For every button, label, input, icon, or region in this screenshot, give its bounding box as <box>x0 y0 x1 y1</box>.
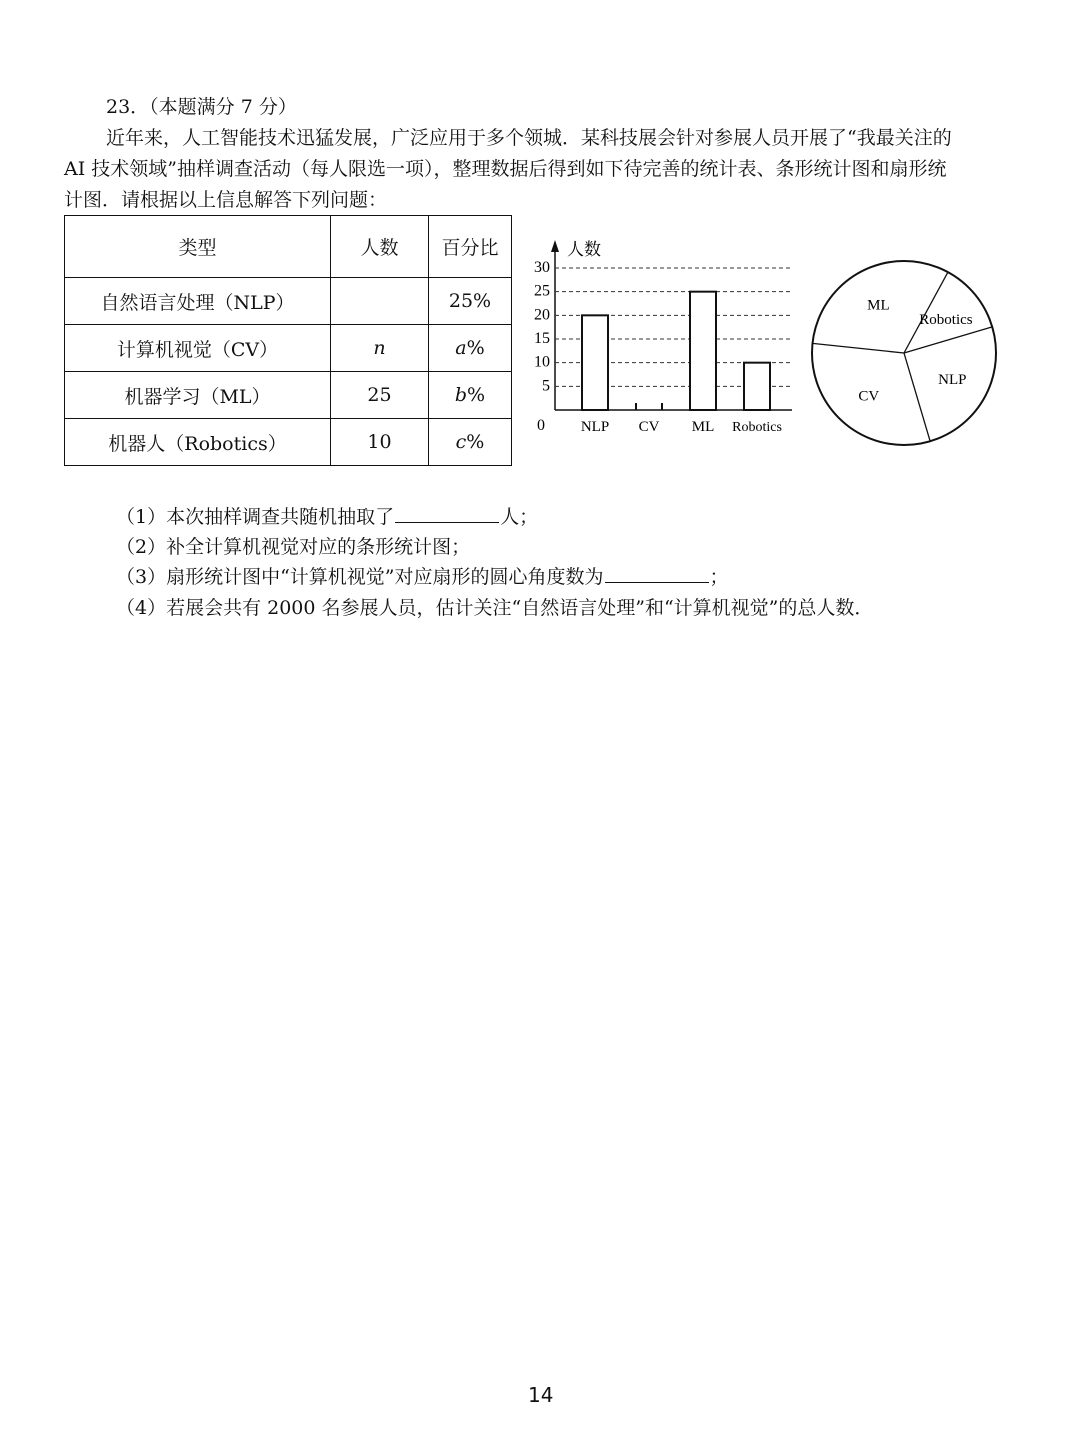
question-4: （4）若展会共有 2000 名参展人员，估计关注“自然语言处理”和“计算机视觉”的总人数． <box>116 597 874 619</box>
table-header-row <box>65 216 512 278</box>
question-2: （2）补全计算机视觉对应的条形统计图； <box>116 536 471 558</box>
y-tick-label: 30 <box>534 259 550 276</box>
row-type: 计算机视觉（CV） <box>65 325 331 372</box>
pie-slice-label: CV <box>858 388 880 405</box>
intro-line-3: 计图．请根据以上信息解答下列问题： <box>64 189 388 211</box>
row-type: 机器人（Robotics） <box>65 419 331 466</box>
row-type: 机器学习（ML） <box>65 372 331 419</box>
question-1: （1）本次抽样调查共随机抽取了 人； <box>116 506 539 528</box>
row-percent: 25% <box>429 278 512 325</box>
answer-blank-1[interactable] <box>395 504 499 523</box>
y-tick-label: 0 <box>537 417 545 434</box>
header-type: 类型 <box>65 216 331 278</box>
answer-blank-3[interactable] <box>605 564 709 583</box>
pie-slice-label: NLP <box>938 372 967 389</box>
x-tick-label: Robotics <box>732 420 782 435</box>
y-tick-label: 25 <box>534 282 550 300</box>
question-heading: 23．（本题满分 7 分） <box>106 96 297 118</box>
bar <box>582 315 608 410</box>
y-tick-label: 15 <box>534 330 550 347</box>
pie-chart <box>805 255 1005 455</box>
row-percent: c% <box>429 419 512 466</box>
y-tick-label: 5 <box>542 377 550 395</box>
statistics-table <box>64 215 512 466</box>
intro-line-1: 近年来，人工智能技术迅猛发展，广泛应用于多个领城．某科技展会针对参展人员开展了“我最关注的 <box>106 127 952 149</box>
table-row <box>65 325 512 372</box>
table-row <box>65 419 512 466</box>
question-3: （3）扇形统计图中“计算机视觉”对应扇形的圆心角度数为 ； <box>116 566 729 588</box>
row-count: 10 <box>331 419 429 466</box>
y-tick-label: 20 <box>534 306 550 324</box>
header-count: 人数 <box>331 216 429 278</box>
y-axis-arrow <box>551 240 559 252</box>
y-axis-label: 人数 <box>567 240 601 259</box>
row-percent: a% <box>429 325 512 372</box>
row-count: n <box>331 325 429 372</box>
x-tick-label: CV <box>638 419 660 435</box>
row-type: 自然语言处理（NLP） <box>65 278 331 325</box>
bar <box>690 292 716 410</box>
table-row <box>65 372 512 419</box>
bar <box>744 363 770 410</box>
x-tick-label: NLP <box>580 419 610 435</box>
header-percent: 百分比 <box>429 216 512 278</box>
y-tick-label: 10 <box>534 353 550 371</box>
page-number: 14 <box>528 1383 554 1407</box>
row-count <box>331 278 429 325</box>
pie-slice-label: Robotics <box>919 312 973 329</box>
bar-chart <box>520 230 800 445</box>
x-tick-label: ML <box>691 419 715 435</box>
table-row <box>65 278 512 325</box>
pie-slice-label: ML <box>867 297 890 314</box>
row-count: 25 <box>331 372 429 419</box>
intro-line-2: AI 技术领域”抽样调查活动（每人限选一项），整理数据后得到如下待完善的统计表、条形统计图和扇形统 <box>64 158 947 180</box>
row-percent: b% <box>429 372 512 419</box>
